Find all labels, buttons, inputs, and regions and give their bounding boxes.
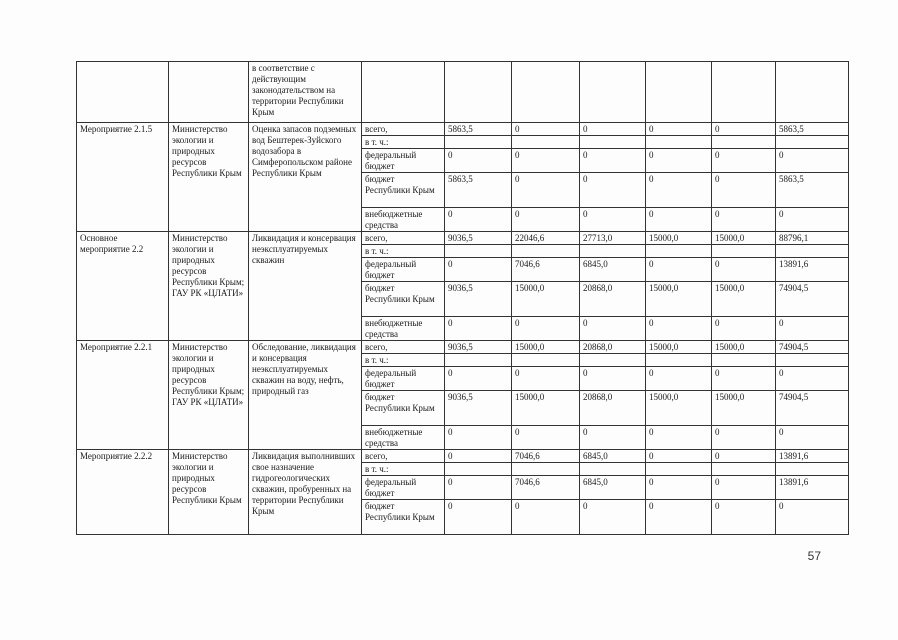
amount-cell (712, 354, 776, 367)
measure-name: Мероприятие 2.2.1 (77, 341, 169, 450)
amount-cell: 15000,0 (646, 282, 712, 317)
amount-cell: 6845,0 (580, 258, 646, 282)
amount-cell: 0 (712, 500, 776, 535)
amount-cell: 0 (646, 149, 712, 173)
continuation-row (77, 62, 849, 123)
amount-cell: 15000,0 (512, 282, 580, 317)
amount-cell (712, 463, 776, 476)
continuation-description: в соответствие с действующим законодательством на территории Республики Крым (249, 62, 362, 123)
amount-cell: 20868,0 (580, 341, 646, 354)
funding-source: всего, (362, 123, 445, 136)
amount-cell (512, 463, 580, 476)
amount-cell: 15000,0 (646, 341, 712, 354)
amount-cell: 15000,0 (712, 232, 776, 245)
amount-cell: 0 (646, 317, 712, 341)
amount-cell: 13891,6 (776, 258, 849, 282)
amount-cell: 0 (512, 500, 580, 535)
amount-cell: 15000,0 (712, 391, 776, 426)
amount-cell: 0 (580, 500, 646, 535)
funding-source: всего, (362, 232, 445, 245)
page-number: 57 (807, 549, 821, 563)
amount-cell: 0 (512, 173, 580, 208)
amount-cell: 74904,5 (776, 341, 849, 354)
amount-cell: 5863,5 (776, 173, 849, 208)
amount-cell (776, 136, 849, 149)
amount-cell: 0 (580, 149, 646, 173)
amount-cell (512, 354, 580, 367)
amount-cell: 0 (712, 317, 776, 341)
measure-executor: Министерство экологии и природных ресурсов Республики Крым; ГАУ РК «ЦЛАТИ» (169, 232, 249, 341)
amount-cell: 20868,0 (580, 282, 646, 317)
measure-description: Обследование, ликвидация и консервация неэксплуатируемых скважин на воду, нефть, природный газ (249, 341, 362, 450)
amount-cell (776, 463, 849, 476)
amount-cell: 0 (646, 173, 712, 208)
amount-cell: 6845,0 (580, 476, 646, 500)
amount-cell: 0 (445, 426, 512, 450)
amount-cell: 0 (445, 149, 512, 173)
amount-cell (580, 354, 646, 367)
table-row (77, 450, 849, 463)
measure-name: Мероприятие 2.1.5 (77, 123, 169, 232)
amount-cell: 15000,0 (712, 341, 776, 354)
amount-cell: 0 (445, 258, 512, 282)
amount-cell: 74904,5 (776, 282, 849, 317)
amount-cell: 0 (776, 149, 849, 173)
funding-source: федеральный бюджет (362, 149, 445, 173)
amount-cell: 0 (512, 208, 580, 232)
amount-cell: 0 (646, 476, 712, 500)
measure-description: Оценка запасов подземных вод Бештерек-Зуйского водозабора в Симферопольском районе Республики Крым (249, 123, 362, 232)
amount-cell: 27713,0 (580, 232, 646, 245)
amount-cell (512, 136, 580, 149)
amount-cell: 0 (512, 317, 580, 341)
funding-source: всего, (362, 450, 445, 463)
amount-cell: 0 (580, 208, 646, 232)
amount-cell (776, 354, 849, 367)
amount-cell: 0 (646, 123, 712, 136)
funding-source: внебюджетные средства (362, 208, 445, 232)
amount-cell: 0 (445, 476, 512, 500)
amount-cell: 15000,0 (646, 391, 712, 426)
amount-cell: 0 (580, 317, 646, 341)
funding-source: внебюджетные средства (362, 317, 445, 341)
measure-description: Ликвидация выполнивших свое назначение гидрогеологических скважин, пробуренных на территории Республики Крым (249, 450, 362, 535)
table-row (77, 232, 849, 245)
funding-source: внебюджетные средства (362, 426, 445, 450)
amount-cell: 6845,0 (580, 450, 646, 463)
amount-cell: 0 (580, 173, 646, 208)
amount-cell: 5863,5 (445, 123, 512, 136)
amount-cell (712, 136, 776, 149)
measure-executor: Министерство экологии и природных ресурсов Республики Крым (169, 450, 249, 535)
budget-table (76, 61, 849, 535)
measure-executor: Министерство экологии и природных ресурсов Республики Крым (169, 123, 249, 232)
amount-cell (445, 354, 512, 367)
amount-cell: 9036,5 (445, 341, 512, 354)
table-row (77, 341, 849, 354)
amount-cell (445, 463, 512, 476)
funding-source: в т. ч.: (362, 354, 445, 367)
amount-cell: 9036,5 (445, 282, 512, 317)
amount-cell: 0 (512, 367, 580, 391)
funding-source: бюджет Республики Крым (362, 391, 445, 426)
amount-cell (646, 354, 712, 367)
measure-executor: Министерство экологии и природных ресурсов Республики Крым; ГАУ РК «ЦЛАТИ» (169, 341, 249, 450)
funding-source: бюджет Республики Крым (362, 173, 445, 208)
amount-cell: 0 (712, 173, 776, 208)
amount-cell: 20868,0 (580, 391, 646, 426)
amount-cell: 0 (445, 450, 512, 463)
amount-cell (646, 245, 712, 258)
amount-cell: 0 (646, 426, 712, 450)
amount-cell: 0 (712, 426, 776, 450)
funding-source: федеральный бюджет (362, 367, 445, 391)
amount-cell: 0 (646, 208, 712, 232)
amount-cell: 0 (712, 476, 776, 500)
amount-cell (580, 136, 646, 149)
amount-cell: 0 (445, 208, 512, 232)
amount-cell: 7046,6 (512, 258, 580, 282)
funding-source: бюджет Республики Крым (362, 500, 445, 535)
funding-source: в т. ч.: (362, 463, 445, 476)
amount-cell: 15000,0 (512, 391, 580, 426)
amount-cell: 0 (580, 367, 646, 391)
amount-cell: 7046,6 (512, 476, 580, 500)
measure-name: Основное мероприятие 2.2 (77, 232, 169, 341)
measure-name: Мероприятие 2.2.2 (77, 450, 169, 535)
funding-source: всего, (362, 341, 445, 354)
amount-cell: 15000,0 (512, 341, 580, 354)
amount-cell (776, 245, 849, 258)
amount-cell: 5863,5 (445, 173, 512, 208)
amount-cell: 0 (646, 500, 712, 535)
amount-cell (580, 245, 646, 258)
amount-cell: 15000,0 (646, 232, 712, 245)
amount-cell (646, 463, 712, 476)
amount-cell: 0 (776, 426, 849, 450)
amount-cell: 15000,0 (712, 282, 776, 317)
amount-cell: 0 (712, 208, 776, 232)
funding-source: федеральный бюджет (362, 476, 445, 500)
amount-cell: 9036,5 (445, 232, 512, 245)
measure-description: Ликвидация и консервация неэксплуатируемых скважин (249, 232, 362, 341)
amount-cell (712, 245, 776, 258)
funding-source: в т. ч.: (362, 136, 445, 149)
funding-source: бюджет Республики Крым (362, 282, 445, 317)
amount-cell: 22046,6 (512, 232, 580, 245)
amount-cell: 0 (646, 367, 712, 391)
amount-cell: 0 (712, 367, 776, 391)
amount-cell: 13891,6 (776, 450, 849, 463)
amount-cell: 0 (445, 367, 512, 391)
amount-cell: 9036,5 (445, 391, 512, 426)
table-row (77, 123, 849, 136)
amount-cell (445, 136, 512, 149)
amount-cell: 0 (512, 123, 580, 136)
amount-cell (512, 245, 580, 258)
amount-cell: 0 (712, 450, 776, 463)
amount-cell: 0 (712, 258, 776, 282)
amount-cell: 88796,1 (776, 232, 849, 245)
amount-cell: 5863,5 (776, 123, 849, 136)
amount-cell: 0 (776, 208, 849, 232)
amount-cell: 0 (512, 149, 580, 173)
amount-cell: 0 (712, 123, 776, 136)
amount-cell: 7046,6 (512, 450, 580, 463)
amount-cell: 74904,5 (776, 391, 849, 426)
amount-cell (445, 245, 512, 258)
amount-cell: 0 (776, 500, 849, 535)
amount-cell: 0 (712, 149, 776, 173)
amount-cell: 0 (580, 123, 646, 136)
amount-cell: 0 (512, 426, 580, 450)
amount-cell: 0 (580, 426, 646, 450)
amount-cell: 0 (646, 258, 712, 282)
amount-cell: 0 (776, 367, 849, 391)
amount-cell: 13891,6 (776, 476, 849, 500)
funding-source: федеральный бюджет (362, 258, 445, 282)
amount-cell: 0 (776, 317, 849, 341)
amount-cell (646, 136, 712, 149)
amount-cell (580, 463, 646, 476)
amount-cell: 0 (445, 500, 512, 535)
amount-cell: 0 (445, 317, 512, 341)
amount-cell: 0 (646, 450, 712, 463)
funding-source: в т. ч.: (362, 245, 445, 258)
